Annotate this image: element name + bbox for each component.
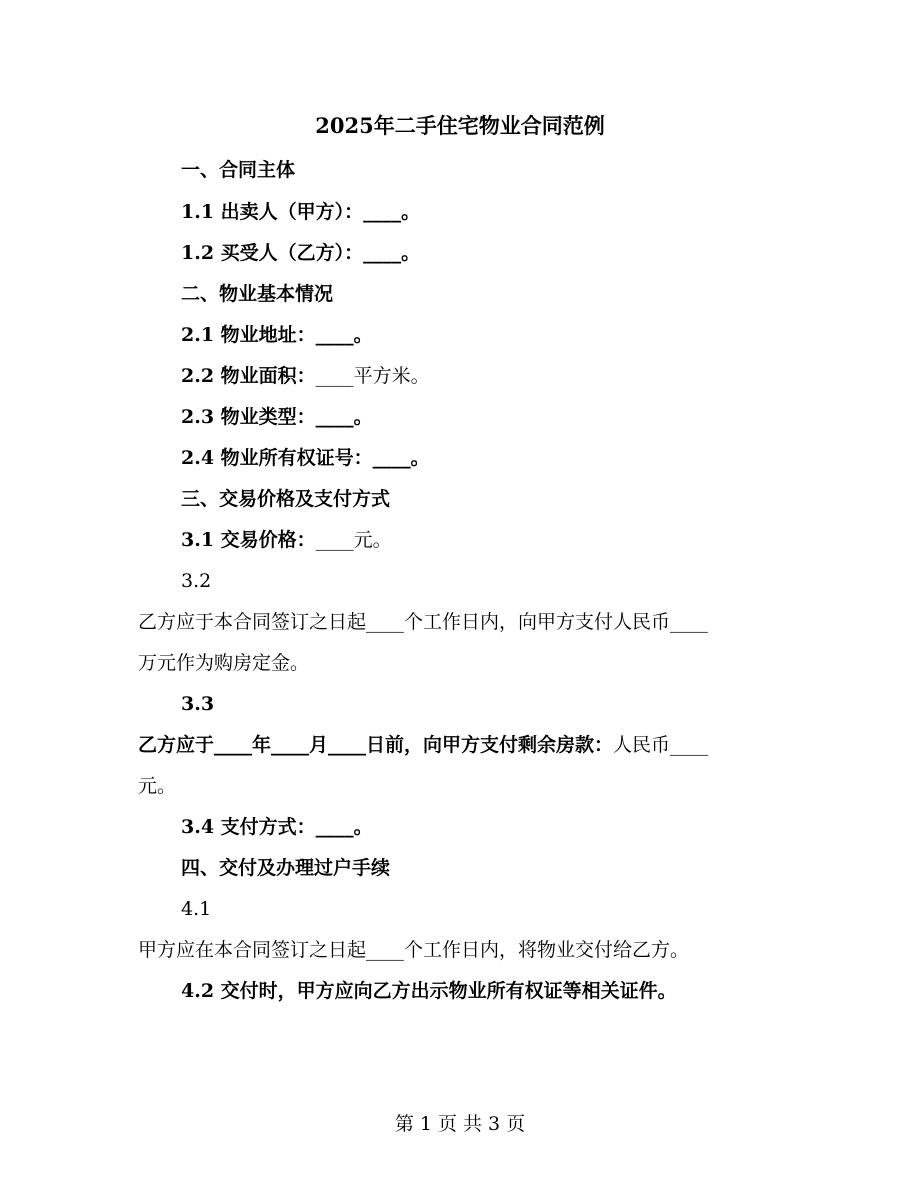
clause-4-1-text: 甲方应在本合同签订之日起____个工作日内，将物业交付给乙方。 [138,939,690,961]
clause-3-2-text-line1: 乙方应于本合同签订之日起____个工作日内，向甲方支付人民币____ [138,611,709,633]
section-2-heading: 二、物业基本情况 [181,283,334,305]
clause-2-2-value: ____平方米。 [315,365,430,387]
clause-4-2: 4.2 交付时，甲方应向乙方出示物业所有权证等相关证件。 [181,980,677,1002]
section-1-heading: 一、合同主体 [181,159,296,181]
clause-3-3-number: 3.3 [181,693,215,715]
clause-2-1: 2.1 物业地址：____。 [181,324,373,346]
section-3-heading: 三、交易价格及支付方式 [181,488,391,510]
clause-3-4: 3.4 支付方式：____。 [181,816,373,838]
clause-3-1-value: ____元。 [315,529,392,551]
clause-2-2-label: 2.2 物业面积： [181,365,316,387]
clause-1-2: 1.2 买受人（乙方）：____。 [181,242,421,264]
clause-3-1 [181,525,392,555]
page-indicator: 第 1 页 共 3 页 [394,1113,526,1135]
clause-2-3: 2.3 物业类型：____。 [181,406,373,428]
clause-2-2 [181,361,430,391]
clause-3-1-label: 3.1 交易价格： [181,529,316,551]
clause-3-3-text-line2: 元。 [138,775,177,797]
clause-4-1-number: 4.1 [181,898,212,920]
clause-3-3-normal-text: 人民币____ [613,734,709,756]
clause-3-2-number: 3.2 [181,570,212,592]
clause-3-3-bold-text: 乙方应于____年____月____日前，向甲方支付剩余房款： [138,734,614,756]
clause-2-4: 2.4 物业所有权证号：____。 [181,447,430,469]
section-4-heading: 四、交付及办理过户手续 [181,857,391,879]
clause-3-3-text-line1 [138,730,708,760]
clause-1-1: 1.1 出卖人（甲方）：____。 [181,201,421,223]
clause-3-2-text-line2: 万元作为购房定金。 [138,652,310,674]
document-title: 2025年二手住宅物业合同范例 [315,113,605,138]
